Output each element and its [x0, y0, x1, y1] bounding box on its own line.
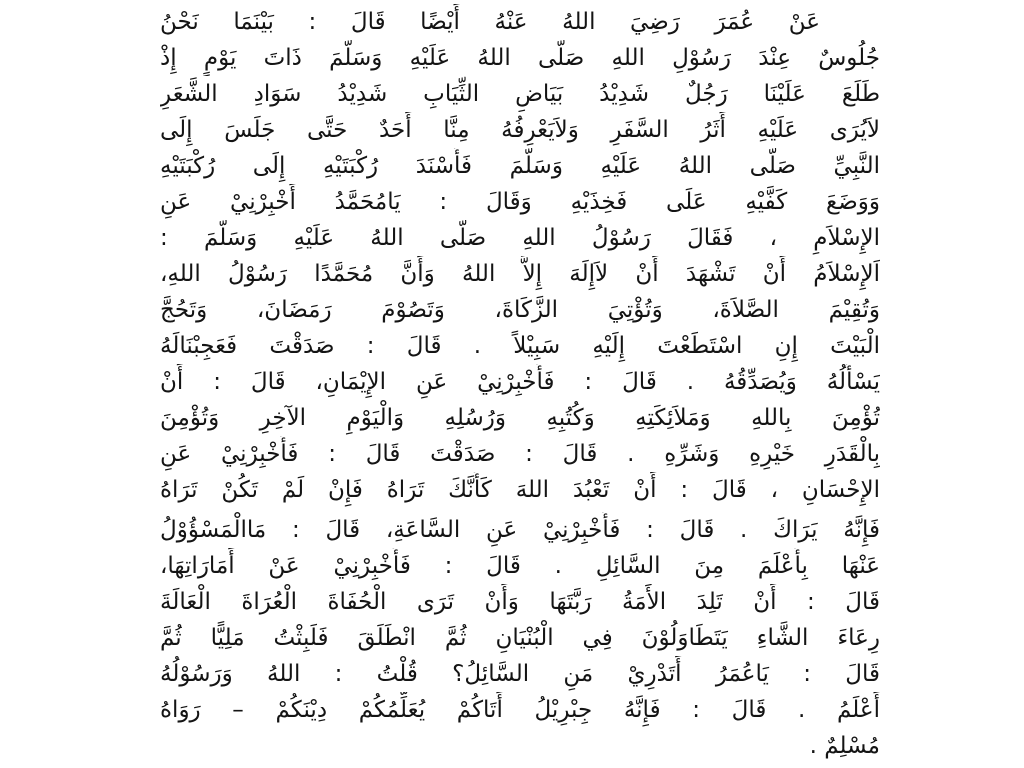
text-line-4: لاَيُرَى عَلَيْهِ أَثَرُ السَّفَرِ وَلاَيَعْرِفُهُ مِنَّا أَحَدٌ حَتَّى جَلَسَ إِلَى — [160, 117, 880, 143]
text-line-1: عَنْ عُمَرَ رَضِيَ اللهُ عَنْهُ أَيْضًا قَالَ : بَيْنَمَا نَحْنُ — [160, 9, 820, 35]
text-line-21: مُسْلِمٌ . — [809, 733, 880, 759]
text-line-19: قَالَ : يَاعُمَرُ أَتَدْرِيْ مَنِ السَّائِلُ؟ قُلْتُ : اللهُ وَرَسُوْلُهُ — [160, 661, 880, 687]
text-line-2: جُلُوسٌ عِنْدَ رَسُوْلِ اللهِ صَلَّى اللهُ عَلَيْهِ وَسَلَّمَ ذَاتَ يَوْمٍ إِذْ — [160, 45, 880, 71]
text-line-7: الإِسْلاَمِ ، فَقَالَ رَسُوْلُ اللهِ صَلَّى اللهُ عَلَيْهِ وَسَلَّمَ : — [160, 225, 880, 251]
text-line-15: فَإِنَّهُ يَرَاكَ . قَالَ : فَأَخْبِرْنِيْ عَنِ السَّاعَةِ، قَالَ : مَاالْمَسْؤُوْلُ — [160, 517, 880, 543]
text-line-12: تُؤْمِنَ بِاللهِ وَمَلاَئِكَتِهِ وَكُتُبِهِ وَرُسُلِهِ وَالْيَوْمِ الآخِرِ وَتُؤْمِنَ — [160, 405, 880, 431]
text-line-5: النَّبِيِّ صَلَّى اللهُ عَلَيْهِ وَسَلَّمَ فَأَسْنَدَ رُكْبَتَيْهِ إِلَى رُكْبَتَيْهِ — [160, 153, 880, 179]
text-line-10: الْبَيْتَ إِنِ اسْتَطَعْتَ إِلَيْهِ سَبِيْلاً . قَالَ : صَدَقْتَ فَعَجِبْنَالَهُ — [160, 333, 880, 359]
text-line-11: يَسْأَلُهُ وَيُصَدِّقُهُ . قَالَ : فَأَخْبِرْنِيْ عَنِ الإِيْمَانِ، قَالَ : أَنْ — [160, 369, 880, 395]
text-line-13: بِالْقَدَرِ خَيْرِهِ وَشَرِّهِ . قَالَ : صَدَقْتَ قَالَ : فَأَخْبِرْنِيْ عَنِ — [160, 441, 880, 467]
text-line-3: طَلَعَ عَلَيْنَا رَجُلٌ شَدِيْدُ بَيَاضِ الثِّيَابِ شَدِيْدُ سَوَادِ الشَّعَرِ — [160, 81, 880, 107]
text-line-17: قَالَ : أَنْ تَلِدَ الأَمَةُ رَبَّتَهَا وَأَنْ تَرَى الْحُفَاةَ الْعُرَاةَ الْعَالَةَ — [160, 589, 880, 615]
text-line-18: رِعَاءَ الشَّاءِ يَتَطَاوَلُوْنَ فِي الْبُنْيَانِ ثُمَّ انْطَلَقَ فَلَبِثْتُ مَلِيًّا ثُمَّ — [160, 625, 880, 651]
text-line-6: وَوَضَعَ كَفَّيْهِ عَلَى فَخِذَيْهِ وَقَالَ : يَامُحَمَّدُ أَخْبِرْنِيْ عَنِ — [160, 189, 880, 215]
text-line-16: عَنْهَا بِأَعْلَمَ مِنَ السَّائِلِ . قَالَ : فَأَخْبِرْنِيْ عَنْ أَمَارَاتِهَا، — [160, 553, 880, 579]
hadith-text-block — [160, 2, 880, 766]
text-line-20: أَعْلَمُ . قَالَ : فَإِنَّهُ جِبْرِيْلُ أَتَاكُمْ يُعَلِّمُكُمْ دِيْنَكُمْ – رَوَاهُ — [160, 697, 880, 723]
text-line-8: اَلإِسْلاَمُ أَنْ تَشْهَدَ أَنْ لاَإِلَهَ إِلاَّ اللهُ وَأَنَّ مُحَمَّدًا رَسُوْلُ اللهِ، — [160, 261, 880, 287]
text-line-9: وَتُقِيْمَ الصَّلاَةَ، وَتُؤْتِيَ الزَّكَاةَ، وَتَصُوْمَ رَمَضَانَ، وَتَحُجَّ — [160, 297, 880, 323]
text-line-14: الإِحْسَانِ ، قَالَ : أَنْ تَعْبُدَ اللهَ كَأَنَّكَ تَرَاهُ فَإِنْ لَمْ تَكُنْ تَرَاهُ — [160, 477, 880, 503]
